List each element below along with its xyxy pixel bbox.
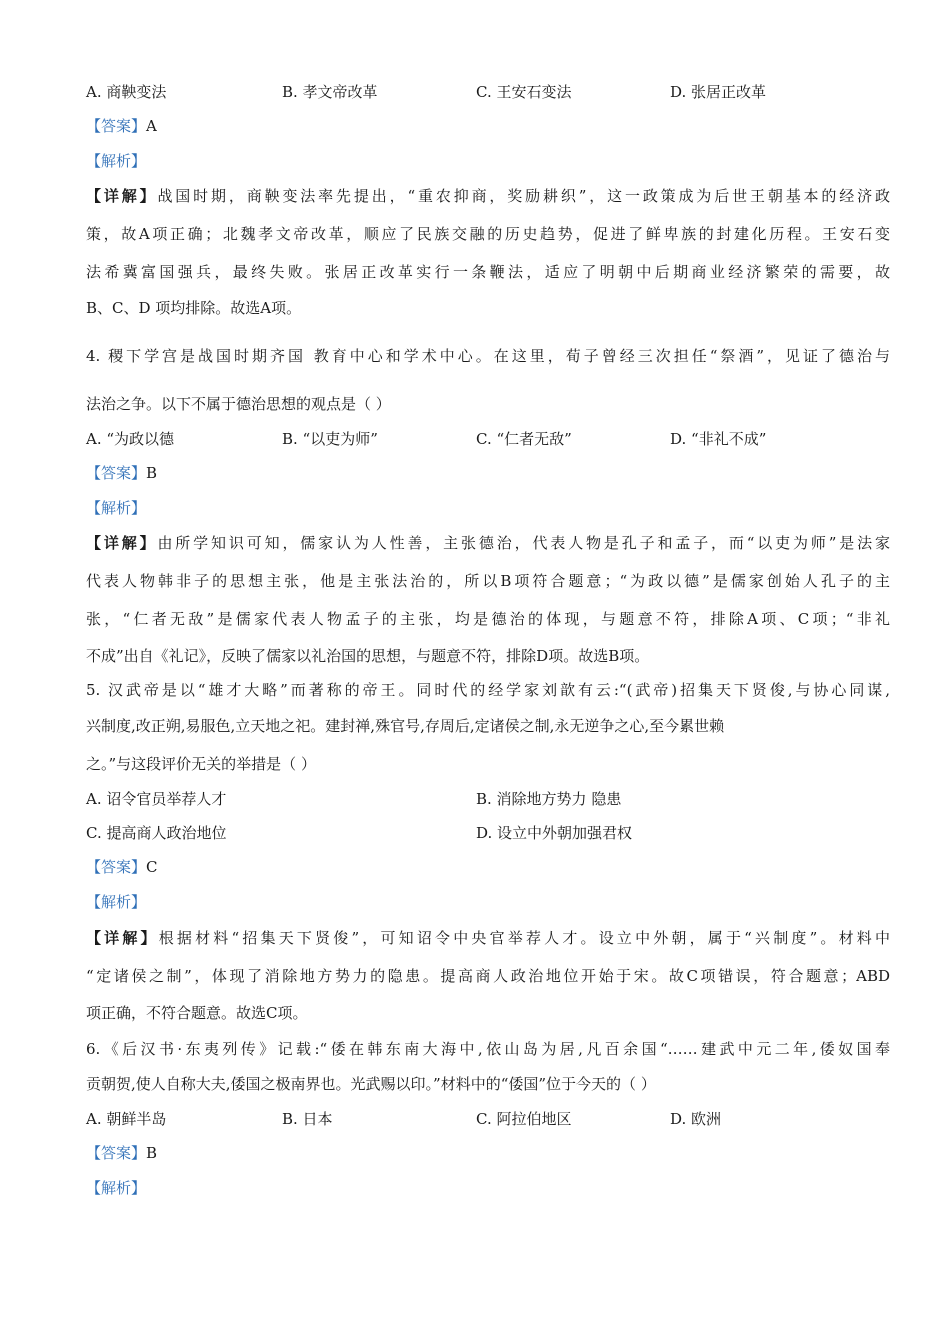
q4-answer <box>86 463 890 483</box>
detail-tag: 【详解】 <box>86 929 159 947</box>
answer-value: A <box>146 117 157 135</box>
answer-tag: 【答案】 <box>86 858 147 876</box>
q5-option-d: D. 设立中外朝加强君权 <box>476 824 633 842</box>
q4-option-c: C. “仁者无敌” <box>476 430 572 448</box>
analysis-tag: 【解析】 <box>86 1179 147 1197</box>
detail-text: 根据材料“招集天下贤俊”，可知诏令中央官举荐人才。设立中外朝，属于“兴制度”。材料中 <box>158 929 890 947</box>
q6-option-c: C. 阿拉伯地区 <box>476 1110 572 1128</box>
q5-analysis <box>86 892 890 912</box>
q4-detail-line: 张，“仁者无敌”是儒家代表人物孟子的主张，均是德治的体现，与题意不符，排除A项、C项；“非礼 <box>86 610 890 628</box>
detail-tag: 【详解】 <box>86 187 158 205</box>
analysis-tag: 【解析】 <box>86 893 147 911</box>
q5-stem-line: 之。”与这段评价无关的举措是（ ） <box>86 755 316 773</box>
q5-stem-line: 兴制度,改正朔,易服色,立天地之祀。建封禅,殊官号,存周后,定诸侯之制,永无逆争之心,至今累世赖 <box>86 717 725 735</box>
q3-detail-line: 法希冀富国强兵，最终失败。张居正改革实行一条鞭法，适应了明朝中后期商业经济繁荣的需要，故 <box>86 263 890 281</box>
q6-option-a: A. 朝鲜半岛 <box>86 1110 167 1128</box>
q3-detail-line: 策，故A项正确；北魏孝文帝改革，顺应了民族交融的历史趋势，促进了鲜卑族的封建化历程。王安石变 <box>86 225 890 243</box>
q4-detail-line: 代表人物韩非子的思想主张，他是主张法治的，所以B项符合题意；“为政以德”是儒家创始人孔子的主 <box>86 572 890 590</box>
answer-tag: 【答案】 <box>86 1144 147 1162</box>
q6-stem-line: 6.《后汉书·东夷列传》记载:“倭在韩东南大海中,依山岛为居,凡百余国“……建武中元二年,倭奴国奉 <box>86 1040 890 1058</box>
q6-analysis <box>86 1178 890 1198</box>
detail-text: 战国时期，商鞅变法率先提出，“重农抑商，奖励耕织”，这一政策成为后世王朝基本的经济政 <box>157 187 890 205</box>
q4-detail-line <box>86 533 890 553</box>
q6-answer <box>86 1143 890 1163</box>
answer-tag: 【答案】 <box>86 464 147 482</box>
q6-stem-line: 贡朝贺,使人自称大夫,倭国之极南界也。光武赐以印。”材料中的“倭国”位于今天的（ ） <box>86 1075 656 1093</box>
q6-option-d: D. 欧洲 <box>670 1110 722 1128</box>
q5-detail-line: “定诸侯之制”，体现了消除地方势力的隐患。提高商人政治地位开始于宋。故C项错误，符合题意；ABD <box>86 967 890 985</box>
q4-detail-line: 不成”出自《礼记》，反映了儒家以礼治国的思想，与题意不符，排除D项。故选B项。 <box>86 647 650 665</box>
analysis-tag: 【解析】 <box>86 152 147 170</box>
answer-value: C <box>146 858 158 876</box>
q5-answer <box>86 857 890 877</box>
q5-detail-line: 项正确，不符合题意。故选C项。 <box>86 1004 308 1022</box>
q3-option-c: C. 王安石变法 <box>476 83 572 101</box>
q4-option-a: A. “为政以德 <box>86 430 175 448</box>
q5-option-c: C. 提高商人政治地位 <box>86 824 227 842</box>
q5-option-a: A. 诏令官员举荐人才 <box>86 790 227 808</box>
q4-option-b: B. “以吏为师” <box>282 430 378 448</box>
q4-stem-line: 4. 稷下学宫是战国时期齐国 教育中心和学术中心。在这里，荀子曾经三次担任“祭酒”，见证了德治与 <box>86 347 890 365</box>
answer-value: B <box>146 464 158 482</box>
q5-option-b: B. 消除地方势力 隐患 <box>476 790 622 808</box>
q3-option-a: A. 商鞅变法 <box>86 83 167 101</box>
q4-stem-line: 法治之争。以下不属于德治思想的观点是（ ） <box>86 395 391 413</box>
q6-option-b: B. 日本 <box>282 1110 333 1128</box>
q5-stem-line: 5. 汉武帝是以“雄才大略”而著称的帝王。同时代的经学家刘歆有云:“(武帝)招集天下贤俊,与协心同谋, <box>86 681 890 699</box>
analysis-tag: 【解析】 <box>86 499 147 517</box>
q5-detail-line <box>86 928 890 948</box>
q3-analysis <box>86 151 890 171</box>
q3-option-b: B. 孝文帝改革 <box>282 83 378 101</box>
detail-tag: 【详解】 <box>86 534 158 552</box>
q3-detail-line <box>86 186 890 206</box>
q4-option-d: D. “非礼不成” <box>670 430 767 448</box>
q4-analysis <box>86 498 890 518</box>
q3-detail-line: B、C、D 项均排除。故选A项。 <box>86 299 302 317</box>
answer-value: B <box>146 1144 158 1162</box>
detail-text: 由所学知识可知，儒家认为人性善，主张德治，代表人物是孔子和孟子，而“以吏为师”是法家 <box>157 534 890 552</box>
q3-answer <box>86 116 890 136</box>
answer-tag: 【答案】 <box>86 117 147 135</box>
q3-option-d: D. 张居正改革 <box>670 83 767 101</box>
